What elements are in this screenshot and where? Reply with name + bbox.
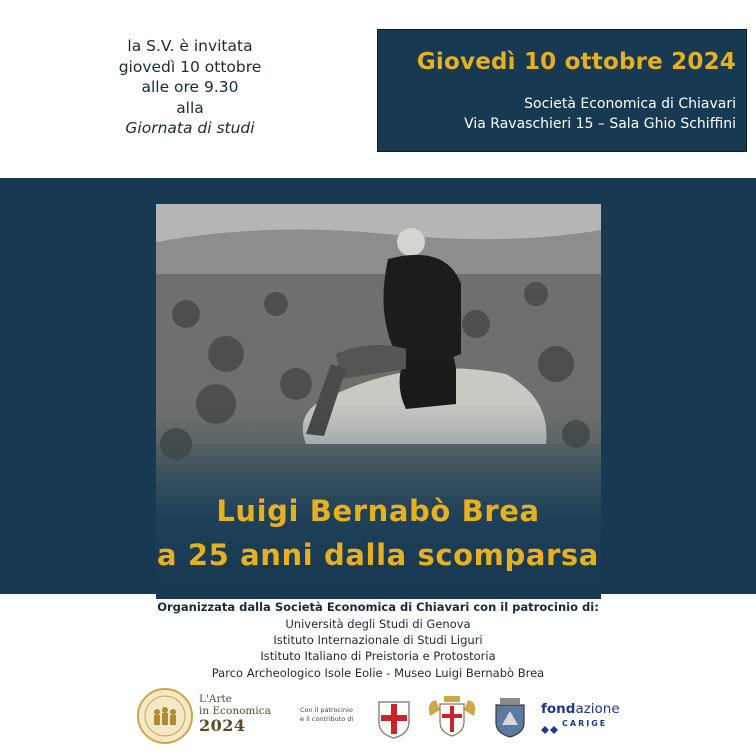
chiavari-coat-of-arms-icon (492, 697, 528, 743)
medal-logo-icon (137, 688, 193, 744)
invite-line: la S.V. è invitata (127, 37, 253, 55)
arte-economica-logo (199, 693, 271, 735)
event-venue (464, 94, 736, 134)
carige-diamonds-icon (541, 720, 561, 739)
organizer-item: Istituto Internazionale di Studi Liguri (273, 633, 483, 648)
organizer-item: Università degli Studi di Genova (285, 617, 471, 631)
arte-line: in Economica (199, 705, 271, 717)
event-date: Giovedì 10 ottobre 2024 (416, 49, 736, 75)
venue-line: Via Ravaschieri 15 – Sala Ghio Schiffini (464, 116, 736, 132)
fondazione-carige-logo (541, 701, 620, 717)
patronage-line: e il contributo di (300, 715, 354, 723)
carige-text: CARIGE (562, 719, 608, 728)
arte-year: 2024 (199, 716, 246, 735)
arte-line: L'Arte (199, 693, 232, 705)
patronage-line: Con il patrocinio (300, 706, 353, 714)
organizer-item: Istituto Italiano di Preistoria e Protostoria (260, 649, 496, 664)
event-name: Giornata di studi (125, 119, 255, 137)
organizers-list (0, 616, 756, 681)
invite-line: alle ore 9.30 (141, 78, 239, 96)
venue-line: Società Economica di Chiavari (524, 96, 736, 112)
invite-line: giovedì 10 ottobre (118, 57, 262, 76)
title-line-1: Luigi Bernabò Brea (216, 494, 540, 528)
invite-line: alla (176, 98, 204, 117)
fondazione-bold: fond (541, 701, 576, 717)
liguria-shield-icon (377, 700, 411, 744)
organizers-lead: Organizzata dalla Società Economica di Chiavari con il patrocinio di: (157, 600, 599, 614)
date-box (377, 29, 747, 152)
title-line-2: a 25 anni dalla scomparsa (157, 538, 599, 572)
organizer-item: Parco Archeologico Isole Eolie - Museo Luigi Bernabò Brea (211, 665, 545, 680)
patronage-note (300, 706, 362, 724)
genova-coat-of-arms-icon (426, 694, 478, 744)
fondazione-light: azione (575, 701, 620, 717)
invitation-text (95, 36, 285, 139)
